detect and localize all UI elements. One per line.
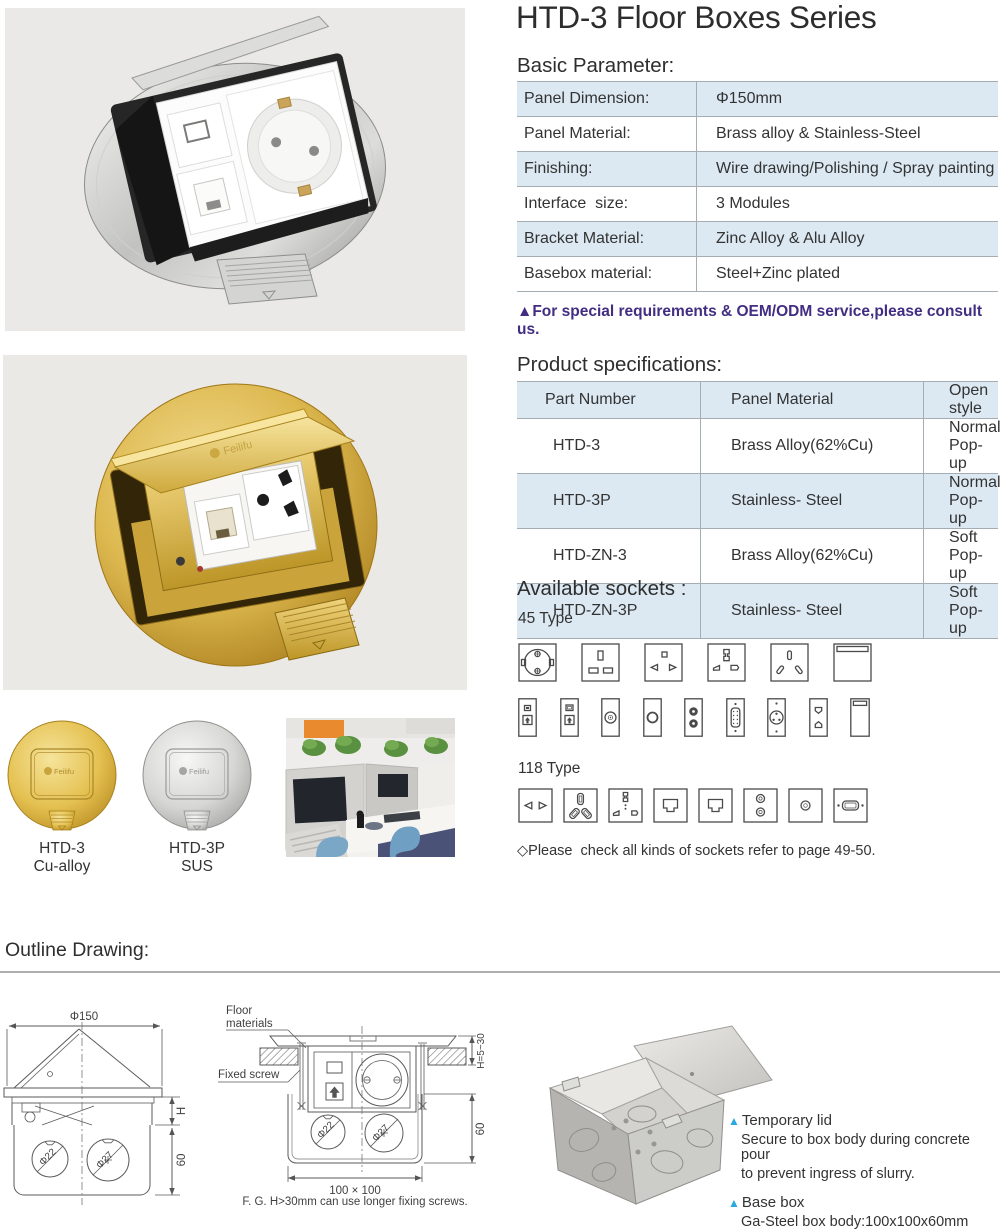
uk-socket-icon xyxy=(581,643,620,682)
rca2-socket-icon xyxy=(743,788,778,823)
column-header: Open style xyxy=(924,382,999,419)
basic-parameter-table xyxy=(517,81,998,292)
spec-cell: Stainless- Steel xyxy=(701,474,924,529)
dim-60: 60 xyxy=(176,1153,188,1167)
table-row xyxy=(517,529,998,584)
param-label: Panel Material: xyxy=(517,117,697,152)
blank-plate-icon xyxy=(833,643,872,682)
product-caption-htd3p xyxy=(141,840,253,876)
annotation-line: Ga-Steel box body:100x100x60mm xyxy=(741,1214,969,1230)
table-row xyxy=(517,117,998,152)
param-value: Zinc Alloy & Alu Alloy xyxy=(697,222,999,257)
annotation-title xyxy=(728,1113,1000,1129)
page-title: HTD-3 Floor Boxes Series xyxy=(516,0,877,35)
outline-drawing-side-view xyxy=(2,1008,192,1207)
rj45-a-module-icon xyxy=(518,698,537,737)
label-floor-materials2: materials xyxy=(226,1018,273,1030)
brand-logo-text: Feilifu xyxy=(54,767,75,776)
product-thumb-htd3-gold xyxy=(6,714,118,846)
outline-drawing-section-view xyxy=(212,998,512,1207)
annotation-line: Secure to box body during concrete pour xyxy=(741,1132,970,1163)
multi2-socket-icon xyxy=(608,788,643,823)
spec-cell: Stainless- Steel xyxy=(701,584,924,639)
spec-cell: Normal Pop-up xyxy=(924,474,999,529)
spec-cell: Brass Alloy(62%Cu) xyxy=(701,419,924,474)
triangle-bullet: ▲ xyxy=(728,1114,740,1128)
base-box-annotations xyxy=(728,1113,1000,1230)
cn-socket-icon xyxy=(770,643,809,682)
product-thumb-htd3p-steel xyxy=(141,714,253,846)
brand-logo-text: Feilifu xyxy=(222,438,254,458)
available-sockets-heading: Available sockets : xyxy=(517,577,687,600)
dim-h-5-30: H=5~30 xyxy=(476,1033,487,1069)
column-header: Part Number xyxy=(517,382,701,419)
dim-h: H xyxy=(176,1106,188,1116)
sockets-footnote: ◇Please check all kinds of sockets refer to page 49-50. xyxy=(517,843,876,859)
angled3pin-socket-icon xyxy=(563,788,598,823)
section-divider xyxy=(0,971,1000,973)
socket-row-45-large xyxy=(518,643,872,682)
vga-socket-icon xyxy=(833,788,868,823)
universal-socket-icon xyxy=(644,643,683,682)
table-row xyxy=(517,187,998,222)
flat2pin-socket-icon xyxy=(518,788,553,823)
outline-drawing-heading: Outline Drawing: xyxy=(5,939,150,961)
param-value: Φ150mm xyxy=(697,82,999,117)
param-label: Interface size: xyxy=(517,187,697,222)
pin2-module-icon xyxy=(809,698,828,737)
spec-cell: Soft Pop-up xyxy=(924,584,999,639)
product-caption-htd3 xyxy=(6,840,118,876)
special-requirements-note: ▲For special requirements & OEM/ODM service,please consult us. xyxy=(517,303,982,338)
product-photo-stainless-floor-box xyxy=(5,8,465,331)
spec-cell: Normal Pop-up xyxy=(924,419,999,474)
spec-cell: HTD-ZN-3P xyxy=(517,584,701,639)
table-row xyxy=(517,257,998,292)
param-value: Brass alloy & Stainless-Steel xyxy=(697,117,999,152)
coax-module-icon xyxy=(643,698,662,737)
base-box-title: Base box xyxy=(741,1194,805,1211)
product-name: HTD-3 xyxy=(39,840,85,857)
dim-hole-27: Φ27 xyxy=(370,1122,392,1145)
rj45-jack-icon xyxy=(653,788,688,823)
schuko-socket-icon xyxy=(518,643,557,682)
socket-row-45-modules xyxy=(518,698,870,737)
office-usage-photo xyxy=(286,718,455,857)
label-fixed-screw: Fixed screw xyxy=(218,1069,280,1081)
triangle-bullet: ▲ xyxy=(728,1196,740,1210)
param-label: Finishing: xyxy=(517,152,697,187)
socket-group-118-label: 118 Type xyxy=(518,760,581,777)
param-value: Wire drawing/Polishing / Spray painting xyxy=(697,152,999,187)
table-row xyxy=(517,222,998,257)
product-material: SUS xyxy=(181,858,213,875)
dim-hole-27: Φ27 xyxy=(94,1149,116,1172)
basic-parameter-heading: Basic Parameter: xyxy=(517,54,675,77)
spec-cell: HTD-ZN-3 xyxy=(517,529,701,584)
product-photo-brass-floor-box xyxy=(3,355,467,690)
param-label: Basebox material: xyxy=(517,257,697,292)
spec-cell: Soft Pop-up xyxy=(924,529,999,584)
drawing-caption: F. G. H>30mm can use longer fixing screws. xyxy=(242,1196,468,1208)
label-floor-materials: Floor xyxy=(226,1005,253,1017)
spec-cell: Brass Alloy(62%Cu) xyxy=(701,529,924,584)
socket-group-45-label: 45 Type xyxy=(518,610,573,627)
spec-cell: HTD-3 xyxy=(517,419,701,474)
blank-module-icon xyxy=(850,698,870,737)
tv-module-icon xyxy=(601,698,620,737)
rca-module-icon xyxy=(684,698,703,737)
param-label: Bracket Material: xyxy=(517,222,697,257)
annotation-title xyxy=(728,1195,1000,1211)
column-header: Panel Material xyxy=(701,382,924,419)
socket-row-118 xyxy=(518,788,868,823)
table-row xyxy=(517,419,998,474)
dim-hole-22: Φ22 xyxy=(315,1119,337,1142)
annotation-line: to prevent ingress of slurry. xyxy=(741,1166,915,1182)
spec-cell: HTD-3P xyxy=(517,474,701,529)
param-label: Panel Dimension: xyxy=(517,82,697,117)
param-value: Steel+Zinc plated xyxy=(697,257,999,292)
table-row xyxy=(517,474,998,529)
product-name: HTD-3P xyxy=(169,840,225,857)
dim-hole-22: Φ22 xyxy=(37,1146,59,1169)
dim-100x100: 100 × 100 xyxy=(329,1185,381,1197)
brand-logo-text: Feilifu xyxy=(189,767,210,776)
table-row xyxy=(517,152,998,187)
xlr-module-icon xyxy=(767,698,786,737)
temporary-lid-title: Temporary lid xyxy=(741,1112,832,1129)
vga-module-icon xyxy=(726,698,745,737)
multi-socket-icon xyxy=(707,643,746,682)
table-header-row xyxy=(517,382,998,419)
product-material: Cu-alloy xyxy=(33,858,91,875)
dim-60: 60 xyxy=(475,1122,487,1136)
coax-socket-icon xyxy=(788,788,823,823)
dim-diameter-150: Φ150 xyxy=(69,1011,99,1023)
rj45-b-module-icon xyxy=(560,698,579,737)
rj45-jack-icon xyxy=(698,788,733,823)
param-value: 3 Modules xyxy=(697,187,999,222)
product-specifications-heading: Product specifications: xyxy=(517,353,723,376)
table-row xyxy=(517,82,998,117)
